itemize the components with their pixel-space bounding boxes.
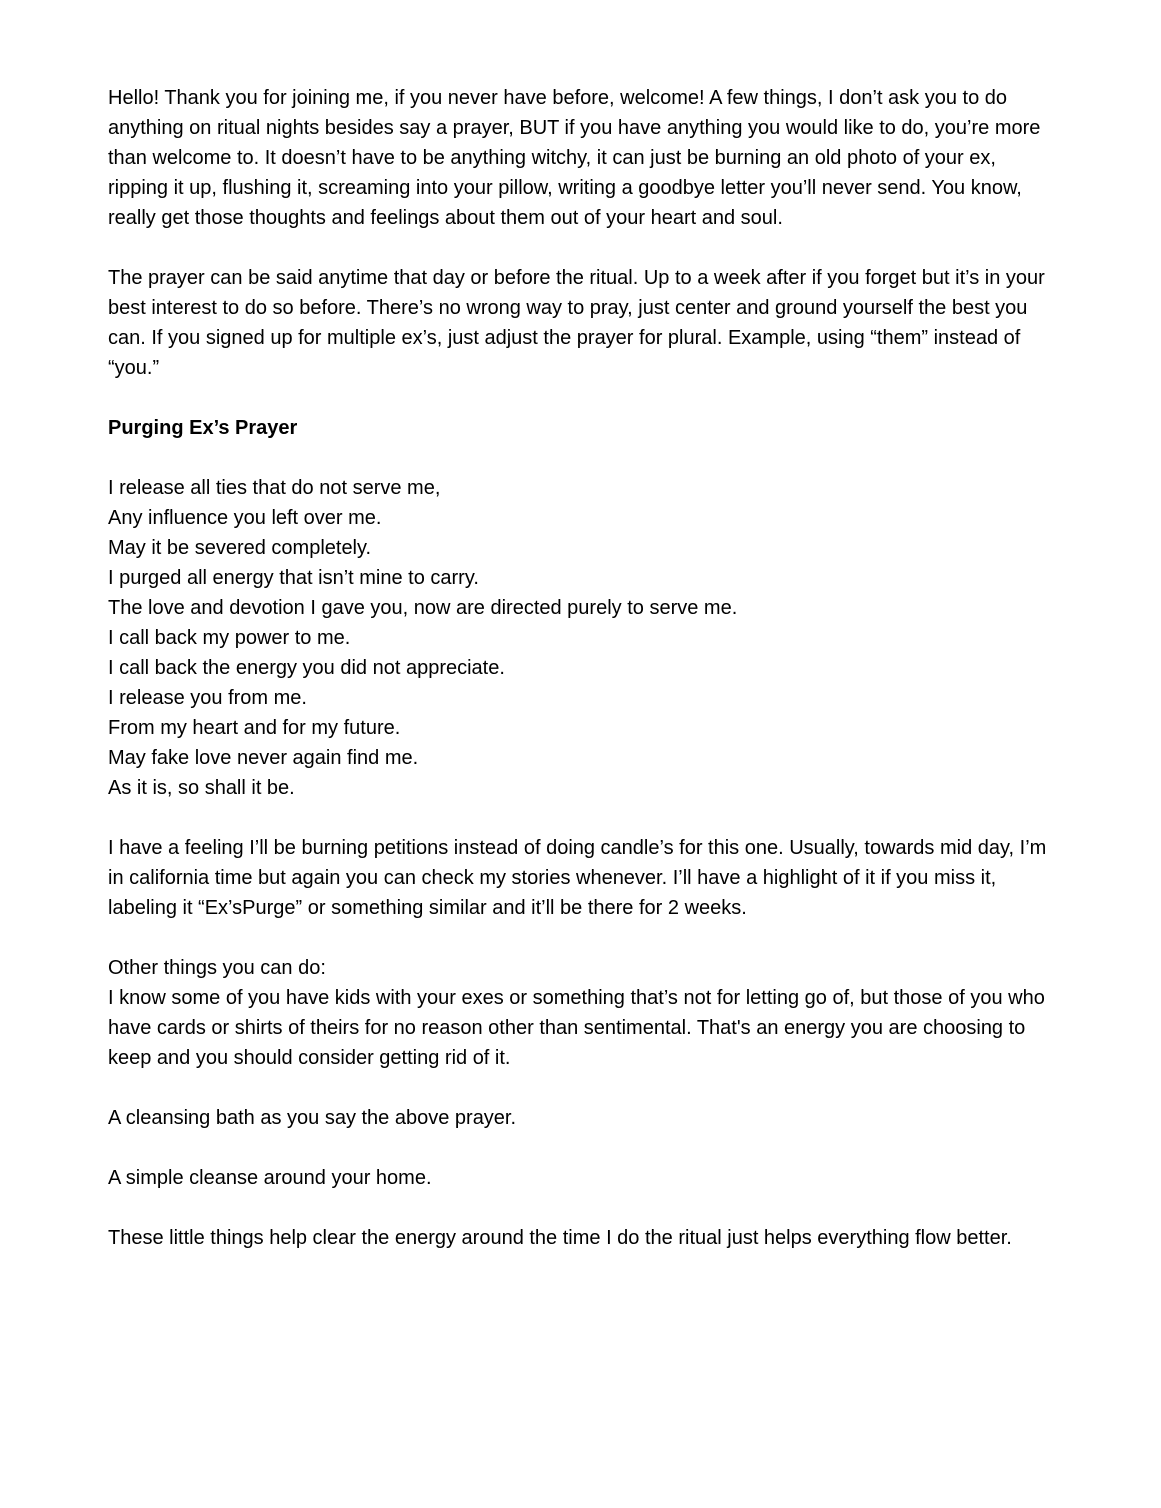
prayer-line-3: May it be severed completely. [108, 537, 372, 559]
prayer-line-10: May fake love never again find me. [108, 747, 419, 769]
prayer-instructions-paragraph: The prayer can be said anytime that day or before the ritual. Up to a week after if you forget but it’s in your best interest to do so before. There’s no wrong way to pray, just center and ground yourself the best you can. If you signed up for multiple ex’s, just adjust the prayer for plural. Example, using “them” instead of “you.” [108, 267, 1045, 379]
prayer-line-2: Any influence you left over me. [108, 507, 382, 529]
prayer-line-5: The love and devotion I gave you, now are directed purely to serve me. [108, 597, 738, 619]
ritual-note-paragraph: I have a feeling I’ll be burning petitions instead of doing candle’s for this one. Usually, towards mid day, I’m in california time but again you can check my stories whenever. I’ll have a highlight of it if you miss it, labeling it “Ex’sPurge” or something similar and it’ll be there for 2 weeks. [108, 837, 1047, 919]
cleansing-bath-paragraph: A cleansing bath as you say the above prayer. [108, 1107, 517, 1129]
prayer-block [108, 473, 1055, 803]
prayer-line-9: From my heart and for my future. [108, 717, 401, 739]
other-things-paragraph [108, 953, 1055, 1073]
prayer-heading: Purging Ex’s Prayer [108, 417, 298, 439]
simple-cleanse-paragraph: A simple cleanse around your home. [108, 1167, 432, 1189]
other-things-title: Other things you can do: [108, 957, 326, 979]
prayer-line-8: I release you from me. [108, 687, 307, 709]
closing-paragraph: These little things help clear the energy around the time I do the ritual just helps everything flow better. [108, 1227, 1012, 1249]
other-things-body: I know some of you have kids with your exes or something that’s not for letting go of, but those of you who have cards or shirts of theirs for no reason other than sentimental. That's an energy you are choosing to keep and you should consider getting rid of it. [108, 987, 1045, 1069]
prayer-line-1: I release all ties that do not serve me, [108, 477, 441, 499]
prayer-line-7: I call back the energy you did not appreciate. [108, 657, 505, 679]
prayer-line-6: I call back my power to me. [108, 627, 351, 649]
intro-paragraph: Hello! Thank you for joining me, if you never have before, welcome! A few things, I don’t ask you to do anything on ritual nights besides say a prayer, BUT if you have anything you would like to do, you’re more than welcome to. It doesn’t have to be anything witchy, it can just be burning an old photo of your ex, ripping it up, flushing it, screaming into your pillow, writing a goodbye letter you’ll never send. You know, really get those thoughts and feelings about them out of your heart and soul. [108, 87, 1041, 229]
prayer-line-4: I purged all energy that isn’t mine to carry. [108, 567, 479, 589]
prayer-line-11: As it is, so shall it be. [108, 777, 295, 799]
